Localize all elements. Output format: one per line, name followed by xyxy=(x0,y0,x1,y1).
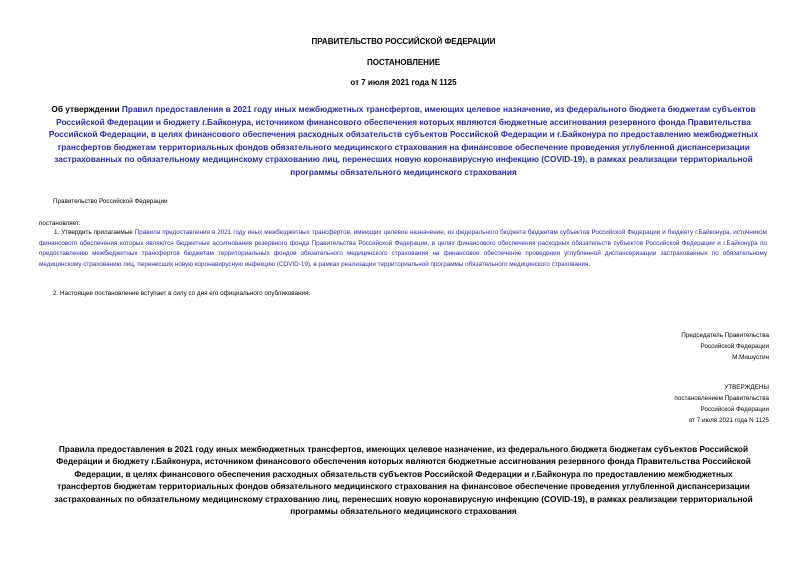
rules-title: Правила предоставления в 2021 году иных межбюджетных трансфертов, имеющих целевое назначение, из федерального бюджета бюджетам субъектов Российской Федерации и бюджету г.Байконура, источником финансового обеспечения которых являются бюджетные ассигнования резервного фонда Правительства Российской Федерации, в целях финансового обеспечения расходных обязательств субъектов Российской Федерации и г.Байконура по предоставлению межбюджетных трансфертов бюджетам территориальных фондов обязательного медицинского страхования на финансовое обеспечение проведения углубленной диспансеризации застрахованных по обязательному медицинскому страхованию лиц, перенесших новую коронавирусную инфекцию (COVID-19), в рамках реализации территориальной программы обязательного медицинского страхования xyxy=(54,444,753,517)
title-prefix: Об утверждении xyxy=(51,104,122,114)
approval-line-2: постановлением Правительства xyxy=(674,395,769,402)
government-line: Правительство Российской Федерации xyxy=(53,198,168,205)
signature-name: М.Мишустин xyxy=(732,354,769,361)
document-date-number: от 7 июля 2021 года N 1125 xyxy=(350,78,457,87)
item-1-prefix: 1. Утвердить прилагаемые xyxy=(54,229,135,236)
document-type: ПОСТАНОВЛЕНИЕ xyxy=(366,58,441,67)
rules-link-title[interactable]: Правил предоставления в 2021 году иных межбюджетных трансфертов, имеющих целевое назначение, из федерального бюджета бюджетам субъектов Российской Федерации и бюджету г.Байконура, источником финансового обеспечения которых являются бюджетные ассигнования резервного фонда Правительства Российской Федерации, в целях финансового обеспечения расходных обязательств субъектов Российской Федерации и г.Байконура по предоставлению межбюджетных трансфертов бюджетам территориальных фондов обязательного медицинского страхования на финансовое обеспечение проведения углубленной диспансеризации застрахованных по обязательному медицинскому страхованию лиц, перенесших новую коронавирусную инфекцию (COVID-19), в рамках реализации территориальной программы обязательного медицинского страхования xyxy=(48,104,759,177)
approval-block xyxy=(674,382,769,426)
signature-title: Председатель Правительства xyxy=(681,332,769,339)
approval-line-3: Российской Федерации xyxy=(700,406,769,413)
rules-link-body[interactable]: Правила предоставления в 2021 году иных межбюджетных трансфертов, имеющих целевое назначение, из федерального бюджета бюджетам субъектов Российской Федерации и бюджету г.Байконура, источником финансового обеспечения которых являются бюджетные ассигнования резервного фонда Правительства Российской Федерации, в целях финансового обеспечения расходных обязательств субъектов Российской Федерации и г.Байконура по предоставлению межбюджетных трансфертов бюджетам территориальных фондов обязательного медицинского страхования на финансовое обеспечение проведения углубленной диспансеризации застрахованных по обязательному медицинскому страхованию лиц, перенесших новую коронавирусную инфекцию (COVID-19), в рамках реализации территориальной программы обязательного медицинского страхования xyxy=(39,229,768,268)
item-1-suffix: . xyxy=(588,260,591,268)
document-title xyxy=(40,103,767,179)
approval-date: от 7 июля 2021 года N 1125 xyxy=(688,417,769,424)
government-header: ПРАВИТЕЛЬСТВО РОССИЙСКОЙ ФЕДЕРАЦИИ xyxy=(311,37,496,46)
signature-org: Российской Федерации xyxy=(700,343,769,350)
item-1-paragraph xyxy=(39,228,767,270)
signature-block xyxy=(681,330,769,363)
approval-heading: УТВЕРЖДЕНЫ xyxy=(724,384,769,391)
resolves-line: постановляет: xyxy=(39,220,81,227)
item-2-paragraph: 2. Настоящее постановление вступает в силу со дня его официального опубликования. xyxy=(53,290,311,297)
